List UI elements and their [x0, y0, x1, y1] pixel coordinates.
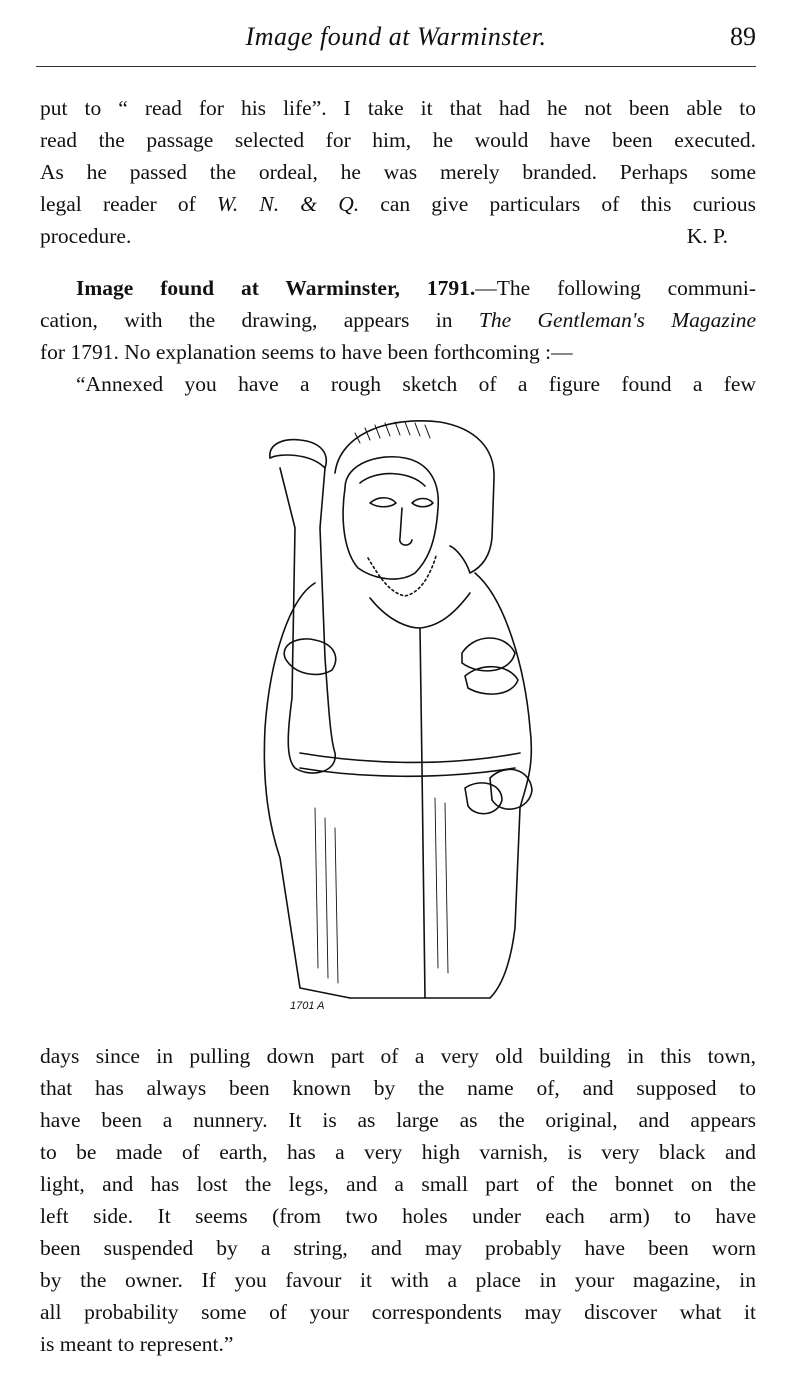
text-line: Image found at Warminster, 1791.—The following communi-: [76, 276, 756, 300]
club: [270, 440, 335, 773]
text-line: read the passage selected for him, he would have been executed.: [40, 128, 756, 152]
text-line: light, and has lost the legs, and a small part of the bonnet on the: [40, 1172, 756, 1196]
paragraph-letter: [40, 1040, 756, 1360]
collar: [370, 593, 470, 628]
article-heading: Image found at Warminster, 1791.: [76, 276, 476, 300]
pouch: [465, 769, 532, 813]
text-line: days since in pulling down part of a very old building in this town,: [40, 1044, 756, 1068]
figure-label: 1701 A: [290, 1000, 325, 1012]
text-line: “Annexed you have a rough sketch of a figure found a few: [76, 372, 756, 396]
paragraph-warminster: [40, 272, 756, 400]
text-line: As he passed the ordeal, he was merely branded. Perhaps some: [40, 160, 756, 184]
text-line: been suspended by a string, and may probably have been worn: [40, 1236, 756, 1260]
text-line: procedure. K. P.: [40, 220, 756, 252]
club-top: [270, 455, 325, 468]
paragraph-kp: [40, 92, 756, 252]
center-seam: [420, 628, 425, 998]
signature: K. P.: [686, 224, 728, 248]
text-line: that has always been known by the name of, and supposed to: [40, 1076, 756, 1100]
text-line: legal reader of W. N. & Q. can give particulars of this curious: [40, 192, 757, 216]
page-number: 89: [730, 22, 756, 51]
eyes: [370, 498, 433, 507]
text-line: cation, with the drawing, appears in The Gentleman's Magazine: [40, 308, 756, 332]
shells: [462, 638, 518, 694]
text-line: left side. It seems (from two holes under each arm) to have: [40, 1204, 756, 1228]
face-outline: [343, 457, 438, 579]
running-head: [36, 22, 756, 58]
bonnet-outline: [335, 421, 494, 573]
text-line: is meant to represent.”: [40, 1332, 234, 1356]
text-line: put to “ read for his life”. I take it that had he not been able to: [40, 96, 756, 120]
magazine-title: The Gentleman's Magazine: [478, 308, 756, 332]
header-rule: [36, 66, 756, 67]
journal-abbrev: W. N. & Q.: [216, 192, 360, 216]
text-line: all probability some of your correspondents may discover what it: [40, 1300, 756, 1324]
beard: [368, 556, 436, 596]
hatch-right: [435, 798, 448, 973]
body-right: [350, 573, 531, 998]
hatch-left: [315, 808, 338, 983]
text-line: to be made of earth, has a very high varnish, is very black and: [40, 1140, 756, 1164]
figure-sketch: [240, 408, 540, 1018]
text-line: have been a nunnery. It is as large as the original, and appears: [40, 1108, 756, 1132]
nose: [400, 508, 412, 545]
text-line: for 1791. No explanation seems to have been forthcoming :—: [40, 340, 573, 364]
running-title: Image found at Warminster.: [245, 22, 547, 51]
text-line: by the owner. If you favour it with a place in your magazine, in: [40, 1268, 756, 1292]
face-inner: [360, 474, 425, 486]
